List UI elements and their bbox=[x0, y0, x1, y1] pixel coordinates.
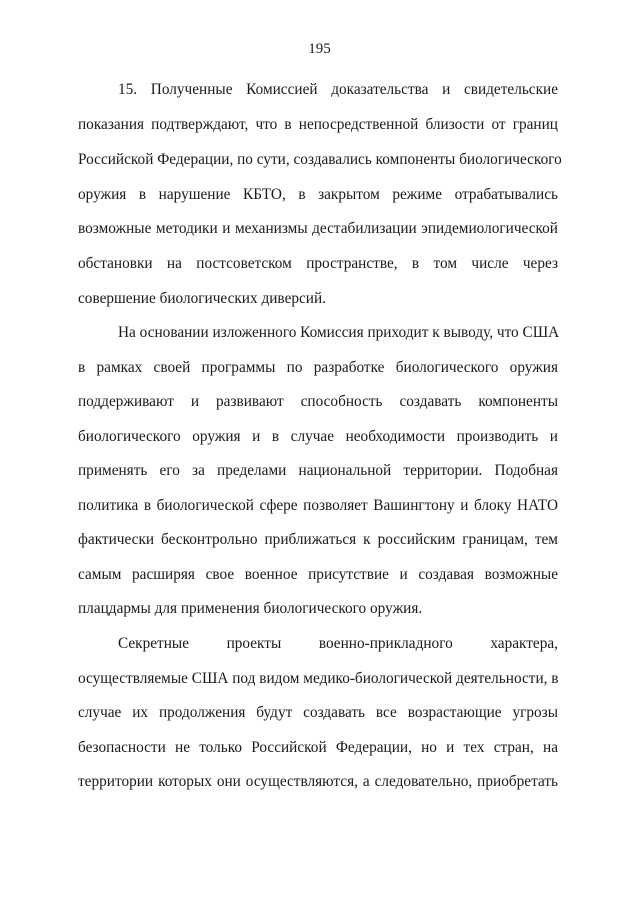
text-line: политика в биологической сфере позволяет Вашингтону и блоку НАТО bbox=[78, 497, 558, 514]
text-line: обстановки на постсоветском пространстве, в том числе через bbox=[78, 255, 558, 272]
text-line: На основании изложенного Комиссия приходит к выводу, что США bbox=[118, 324, 560, 341]
text-line: случае их продолжения будут создавать все возрастающие угрозы bbox=[78, 704, 558, 721]
text-line: территории которых они осуществляются, а следовательно, приобретать bbox=[78, 773, 558, 790]
text-line: применять его за пределами национальной территории. Подобная bbox=[78, 462, 558, 479]
text-line: осуществляемые США под видом медико-биологической деятельности, в bbox=[78, 670, 559, 687]
page-number: 195 bbox=[308, 41, 331, 57]
text-line: безопасности не только Российской Федерации, но и тех стран, на bbox=[78, 739, 558, 756]
text-line: Российской Федерации, по сути, создавались компоненты биологического bbox=[78, 151, 562, 168]
text-line: Секретные проекты военно-прикладного характера, bbox=[118, 635, 558, 652]
text-line: возможные методики и механизмы дестабилизации эпидемиологической bbox=[78, 220, 558, 237]
text-line: плацдармы для применения биологического оружия. bbox=[78, 600, 423, 617]
text-line: биологического оружия и в случае необходимости производить и bbox=[78, 428, 558, 445]
text-line: показания подтверждают, что в непосредственной близости от границ bbox=[78, 116, 558, 133]
text-line: фактически бесконтрольно приближаться к российским границам, тем bbox=[78, 531, 558, 548]
text-line: оружия в нарушение КБТО, в закрытом режиме отрабатывались bbox=[78, 186, 558, 203]
text-line: совершение биологических диверсий. bbox=[78, 290, 326, 307]
text-line: поддерживают и развивают способность создавать компоненты bbox=[78, 393, 558, 410]
text-line: в рамках своей программы по разработке биологического оружия bbox=[78, 359, 558, 376]
text-line: 15. Полученные Комиссией доказательства и свидетельские bbox=[118, 81, 558, 98]
text-line: самым расширяя свое военное присутствие и создавая возможные bbox=[78, 566, 558, 583]
